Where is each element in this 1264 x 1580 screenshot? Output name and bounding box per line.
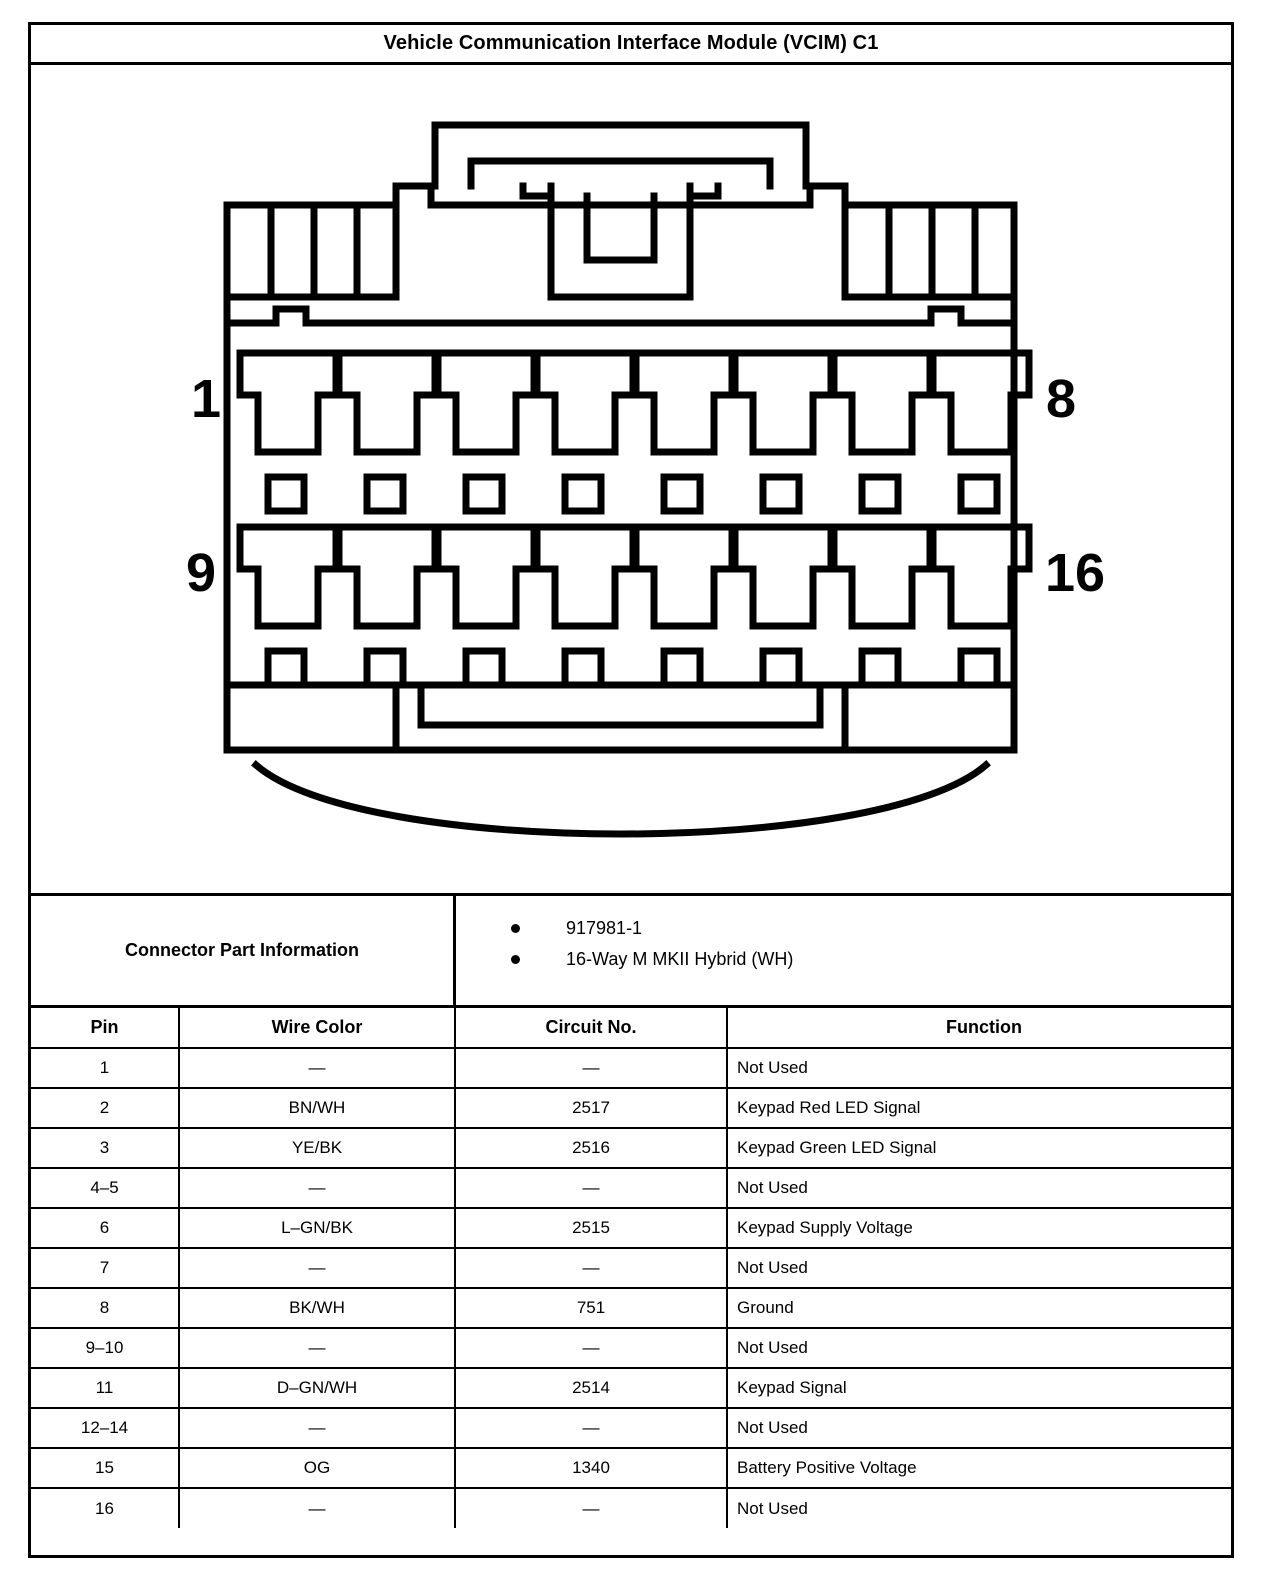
lock-square-row2-7 xyxy=(862,651,898,685)
cell-pin: 8 xyxy=(31,1288,179,1328)
lock-square-row1-7 xyxy=(862,477,898,511)
cavity-3 xyxy=(438,353,534,452)
cell-pin: 7 xyxy=(31,1248,179,1288)
list-item xyxy=(511,913,1231,944)
lock-square-row1-8 xyxy=(961,477,997,511)
table-row xyxy=(31,1408,1231,1448)
pin-label-row1-left: 1 xyxy=(190,369,222,429)
lock-square-row2-8 xyxy=(961,651,997,685)
cell-pin: 9–10 xyxy=(31,1328,179,1368)
cavity-2 xyxy=(339,353,435,452)
cell-pin: 3 xyxy=(31,1128,179,1168)
cell-function: Keypad Red LED Signal xyxy=(727,1088,1231,1128)
page-title: Vehicle Communication Interface Module (VCIM) C1 xyxy=(383,32,879,54)
latch-tower-inner xyxy=(471,161,770,186)
cavity-side-walls xyxy=(227,685,1014,750)
bullet-icon xyxy=(511,924,520,933)
cell-function: Keypad Green LED Signal xyxy=(727,1128,1231,1168)
lock-square-row2-1 xyxy=(268,651,304,685)
lock-square-row1-2 xyxy=(367,477,403,511)
cell-circuit-no: 2514 xyxy=(455,1368,727,1408)
cavity-15 xyxy=(834,527,930,626)
connector-face-view-diagram xyxy=(31,65,1231,893)
cell-function: Not Used xyxy=(727,1408,1231,1448)
cell-function: Ground xyxy=(727,1288,1231,1328)
pin-assignment-table xyxy=(31,1008,1231,1528)
latch-notch-right xyxy=(690,186,718,196)
cell-wire-color: — xyxy=(179,1168,455,1208)
table-header-row xyxy=(31,1008,1231,1048)
lock-square-row2-3 xyxy=(466,651,502,685)
lock-square-row1-5 xyxy=(664,477,700,511)
pin-label-row2-right: 16 xyxy=(1044,543,1106,603)
table-row xyxy=(31,1088,1231,1128)
cell-circuit-no: 2515 xyxy=(455,1208,727,1248)
bullet-icon xyxy=(511,955,520,964)
base-left-block xyxy=(227,689,396,750)
cell-wire-color: D–GN/WH xyxy=(179,1368,455,1408)
pin-label-row1-right: 8 xyxy=(1045,369,1077,429)
cell-wire-color: — xyxy=(179,1048,455,1088)
cell-circuit-no: — xyxy=(455,1048,727,1088)
cell-pin: 2 xyxy=(31,1088,179,1128)
cell-circuit-no: — xyxy=(455,1408,727,1448)
connector-part-information-label: Connector Part Information xyxy=(31,896,456,1005)
cell-wire-color: BN/WH xyxy=(179,1088,455,1128)
cavity-top-wall xyxy=(227,309,1014,323)
lock-square-row1-6 xyxy=(763,477,799,511)
lock-square-row2-2 xyxy=(367,651,403,685)
cell-circuit-no: 751 xyxy=(455,1288,727,1328)
table-row xyxy=(31,1048,1231,1088)
lock-square-row1-4 xyxy=(565,477,601,511)
column-header-function: Function xyxy=(727,1008,1231,1048)
cell-pin: 12–14 xyxy=(31,1408,179,1448)
cavity-11 xyxy=(438,527,534,626)
part-number-value: 917981-1 xyxy=(566,918,643,938)
cell-circuit-no: 1340 xyxy=(455,1448,727,1488)
cavity-9 xyxy=(240,527,336,626)
connector-part-information-values xyxy=(456,896,1231,1005)
column-header-pin: Pin xyxy=(31,1008,179,1048)
lock-square-row2-4 xyxy=(565,651,601,685)
cell-pin: 11 xyxy=(31,1368,179,1408)
table-row xyxy=(31,1328,1231,1368)
cell-pin: 4–5 xyxy=(31,1168,179,1208)
cell-pin: 16 xyxy=(31,1488,179,1528)
cavity-7 xyxy=(834,353,930,452)
cell-pin: 1 xyxy=(31,1048,179,1088)
cell-function: Not Used xyxy=(727,1328,1231,1368)
cell-wire-color: YE/BK xyxy=(179,1128,455,1168)
cell-wire-color: L–GN/BK xyxy=(179,1208,455,1248)
list-item xyxy=(511,944,1231,975)
latch-notch-left xyxy=(523,186,551,196)
table-row xyxy=(31,1368,1231,1408)
cell-function: Not Used xyxy=(727,1048,1231,1088)
cell-function: Not Used xyxy=(727,1248,1231,1288)
cell-wire-color: — xyxy=(179,1488,455,1528)
cell-function: Not Used xyxy=(727,1168,1231,1208)
cavity-5 xyxy=(636,353,732,452)
cell-function: Battery Positive Voltage xyxy=(727,1448,1231,1488)
table-row xyxy=(31,1208,1231,1248)
cell-circuit-no: 2516 xyxy=(455,1128,727,1168)
table-row xyxy=(31,1128,1231,1168)
base-right-block xyxy=(845,689,1014,750)
cell-wire-color: OG xyxy=(179,1448,455,1488)
page-title-bar xyxy=(31,25,1231,65)
cell-wire-color: BK/WH xyxy=(179,1288,455,1328)
table-row xyxy=(31,1288,1231,1328)
cell-wire-color: — xyxy=(179,1328,455,1368)
cavity-13 xyxy=(636,527,732,626)
column-header-circuit-no: Circuit No. xyxy=(455,1008,727,1048)
cell-wire-color: — xyxy=(179,1408,455,1448)
table-row xyxy=(31,1168,1231,1208)
lock-square-row2-5 xyxy=(664,651,700,685)
cell-circuit-no: 2517 xyxy=(455,1088,727,1128)
cavity-1 xyxy=(240,353,336,452)
lock-square-row1-1 xyxy=(268,477,304,511)
table-row xyxy=(31,1248,1231,1288)
cell-function: Keypad Signal xyxy=(727,1368,1231,1408)
cavity-4 xyxy=(537,353,633,452)
part-description-value: 16-Way M MKII Hybrid (WH) xyxy=(566,949,794,969)
cell-function: Keypad Supply Voltage xyxy=(727,1208,1231,1248)
cell-circuit-no: — xyxy=(455,1248,727,1288)
cell-circuit-no: — xyxy=(455,1328,727,1368)
cell-circuit-no: — xyxy=(455,1488,727,1528)
connector-bottom-arc xyxy=(256,765,986,834)
cavity-14 xyxy=(735,527,831,626)
column-header-wire-color: Wire Color xyxy=(179,1008,455,1048)
table-row xyxy=(31,1488,1231,1528)
cell-circuit-no: — xyxy=(455,1168,727,1208)
latch-tower-outline xyxy=(435,125,806,186)
cell-pin: 6 xyxy=(31,1208,179,1248)
cell-pin: 15 xyxy=(31,1448,179,1488)
lock-square-row2-6 xyxy=(763,651,799,685)
cavity-10 xyxy=(339,527,435,626)
cell-wire-color: — xyxy=(179,1248,455,1288)
latch-center-frame xyxy=(551,196,690,297)
connector-part-information-block xyxy=(31,893,1231,1008)
cavity-6 xyxy=(735,353,831,452)
pin-label-row2-left: 9 xyxy=(185,543,217,603)
base-center-recess xyxy=(421,689,820,725)
table-row xyxy=(31,1448,1231,1488)
cavity-12 xyxy=(537,527,633,626)
lock-square-row1-3 xyxy=(466,477,502,511)
cell-function: Not Used xyxy=(727,1488,1231,1528)
